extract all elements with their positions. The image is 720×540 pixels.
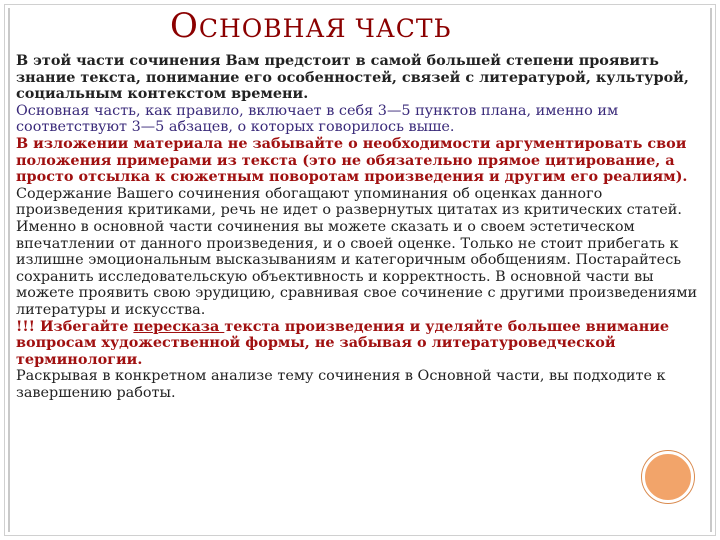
paragraph-6-suffix: текста произведения и уделяйте большее внимание вопросам художественной формы, не забывая о литературоведческой терминологии. xyxy=(16,317,670,368)
paragraph-6-underlined: пересказа xyxy=(133,317,225,335)
paragraph-4: Содержание Вашего сочинения обогащают упоминания об оценках данного произведения критиками, речь не идет о развернутых цитатах из критических статей. xyxy=(16,185,682,219)
paragraph-7: Раскрывая в конкретном анализе тему сочинения в Основной части, вы подходите к завершению работы. xyxy=(16,368,666,401)
slide-title-first-letter: О xyxy=(170,6,199,46)
left-border-line xyxy=(8,8,10,532)
slide-title-rest: СНОВНАЯ ЧАСТЬ xyxy=(198,14,452,43)
decorative-circle xyxy=(642,451,694,503)
slide-title xyxy=(170,6,570,46)
paragraph-6-prefix: !!! Избегайте xyxy=(16,317,134,335)
right-border-line xyxy=(710,8,712,532)
paragraph-6 xyxy=(16,319,700,369)
paragraph-5: Именно в основной части сочинения вы можете сказать и о своем эстетическом впечатлении от данного произведения, и о своей оценке. Только не стоит прибегать к излишне эмоциональным высказываниям и категоричным обобщениям. Постарайтесь сохранить исследовательскую объективность и корректность. В основной части вы можете проявить свою эрудицию, сравнивая свое сочинение с другими произведениями литературы и искусства. xyxy=(16,218,698,318)
paragraph-2: Основная часть, как правило, включает в себя 3—5 пунктов плана, именно им соответствуют 3—5 абзацев, о которых говорилось выше. xyxy=(16,102,619,136)
slide-body xyxy=(16,53,700,401)
paragraph-3: В изложении материала не забывайте о необходимости аргументировать свои положения примерами из текста (это не обязательно прямое цитирование, а просто отсылка к сюжетным поворотам произведения и другим его реалиям). xyxy=(16,134,688,186)
paragraph-1: В этой части сочинения Вам предстоит в самой большей степени проявить знание текста, понимание его особенностей, связей с литературой, культурой, социальным контекстом времени. xyxy=(16,52,689,103)
